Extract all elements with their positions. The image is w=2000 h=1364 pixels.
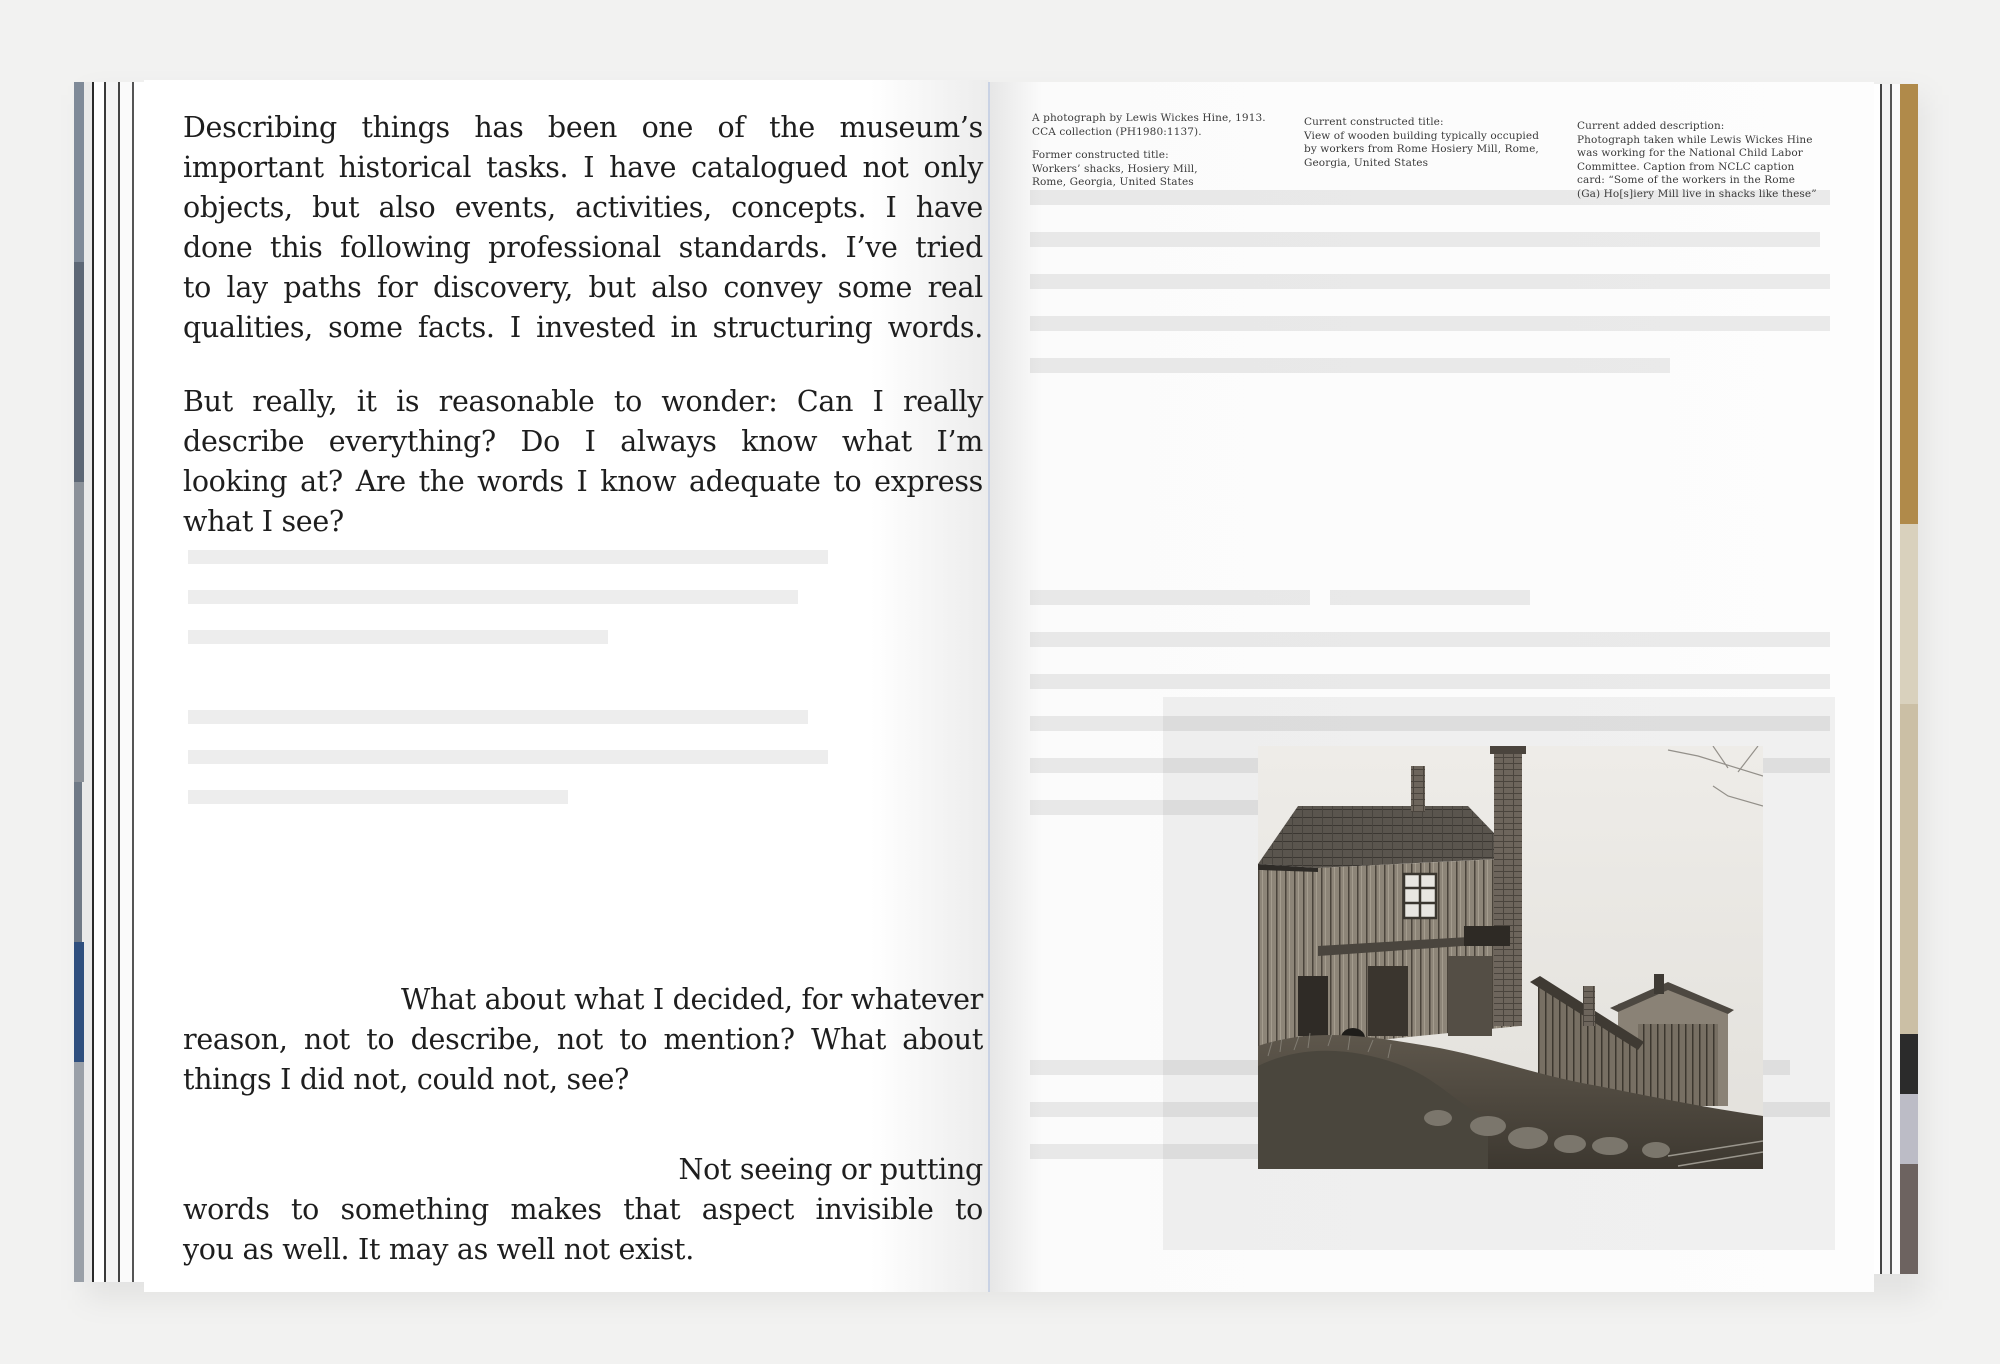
paragraph-4-line: words to something makes that aspect invisible to — [183, 1193, 983, 1226]
caption-description-line: was working for the National Child Labor — [1577, 147, 1803, 159]
paragraph-1-line: objects, but also events, activities, concepts. I have — [183, 191, 983, 224]
left-page-edges — [74, 82, 146, 1282]
caption-current-title-line: View of wooden building typically occupied — [1304, 129, 1540, 142]
caption-current-title-line: Georgia, United States — [1304, 156, 1429, 169]
right-page-edges — [1872, 84, 1918, 1274]
caption-credit-line: A photograph by Lewis Wickes Hine, 1913. — [1032, 112, 1266, 124]
caption-description-line: Photograph taken while Lewis Wickes Hine — [1577, 133, 1813, 146]
paragraph-3-line: reason, not to describe, not to mention? What about — [183, 1023, 983, 1056]
paragraph-3-line: things I did not, could not, see? — [183, 1063, 629, 1096]
paragraph-1-line: qualities, some facts. I invested in structuring words. — [183, 311, 983, 344]
paragraph-2-line: describe everything? Do I always know what I’m — [183, 425, 983, 458]
caption-current-title-label: Current constructed title: — [1304, 116, 1444, 128]
paragraph-1-line: done this following professional standards. I’ve tried — [183, 231, 983, 264]
caption-former-title-line: Workers’ shacks, Hosiery Mill, — [1032, 162, 1198, 175]
paragraph-1 — [183, 108, 983, 348]
shack-photograph — [1258, 746, 1763, 1169]
caption-current-title — [1304, 116, 1564, 170]
paragraph-3-line: What about what I decided, for whatever — [401, 983, 983, 1016]
caption-description-line: card: “Some of the workers in the Rome — [1577, 174, 1796, 186]
caption-description — [1577, 120, 1857, 201]
show-through-left — [188, 540, 988, 900]
caption-description-line: (Ga) Ho[s]iery Mill live in shacks like these” — [1577, 187, 1817, 200]
paragraph-4-line: you as well. It may as well not exist. — [183, 1233, 694, 1266]
paragraph-4-line: Not seeing or putting — [678, 1153, 983, 1186]
caption-former-title-line: Rome, Georgia, United States — [1032, 176, 1194, 188]
paragraph-1-line: to lay paths for discovery, but also convey some real — [183, 271, 983, 304]
paragraph-2-line: what I see? — [183, 505, 344, 538]
paragraph-1-line: Describing things has been one of the museum’s — [183, 111, 983, 144]
caption-credit-line: CCA collection (PH1980:1137). — [1032, 125, 1202, 138]
caption-description-label: Current added description: — [1577, 120, 1725, 132]
gutter — [988, 82, 990, 1292]
caption-current-title-line: by workers from Rome Hosiery Mill, Rome, — [1304, 143, 1539, 155]
paragraph-1-line: important historical tasks. I have catalogued not only — [183, 151, 983, 184]
paragraph-2 — [183, 382, 983, 542]
caption-former-title-label: Former constructed title: — [1032, 149, 1169, 161]
paragraph-2-line: But really, it is reasonable to wonder: Can I really — [183, 385, 983, 418]
caption-description-line: Committee. Caption from NCLC caption — [1577, 160, 1795, 173]
paragraph-3 — [183, 980, 983, 1100]
shack-photo-image — [1258, 746, 1763, 1169]
paragraph-2-line: looking at? Are the words I know adequate to express — [183, 465, 983, 498]
caption-photo-credit — [1032, 112, 1282, 190]
paragraph-4 — [183, 1150, 983, 1270]
